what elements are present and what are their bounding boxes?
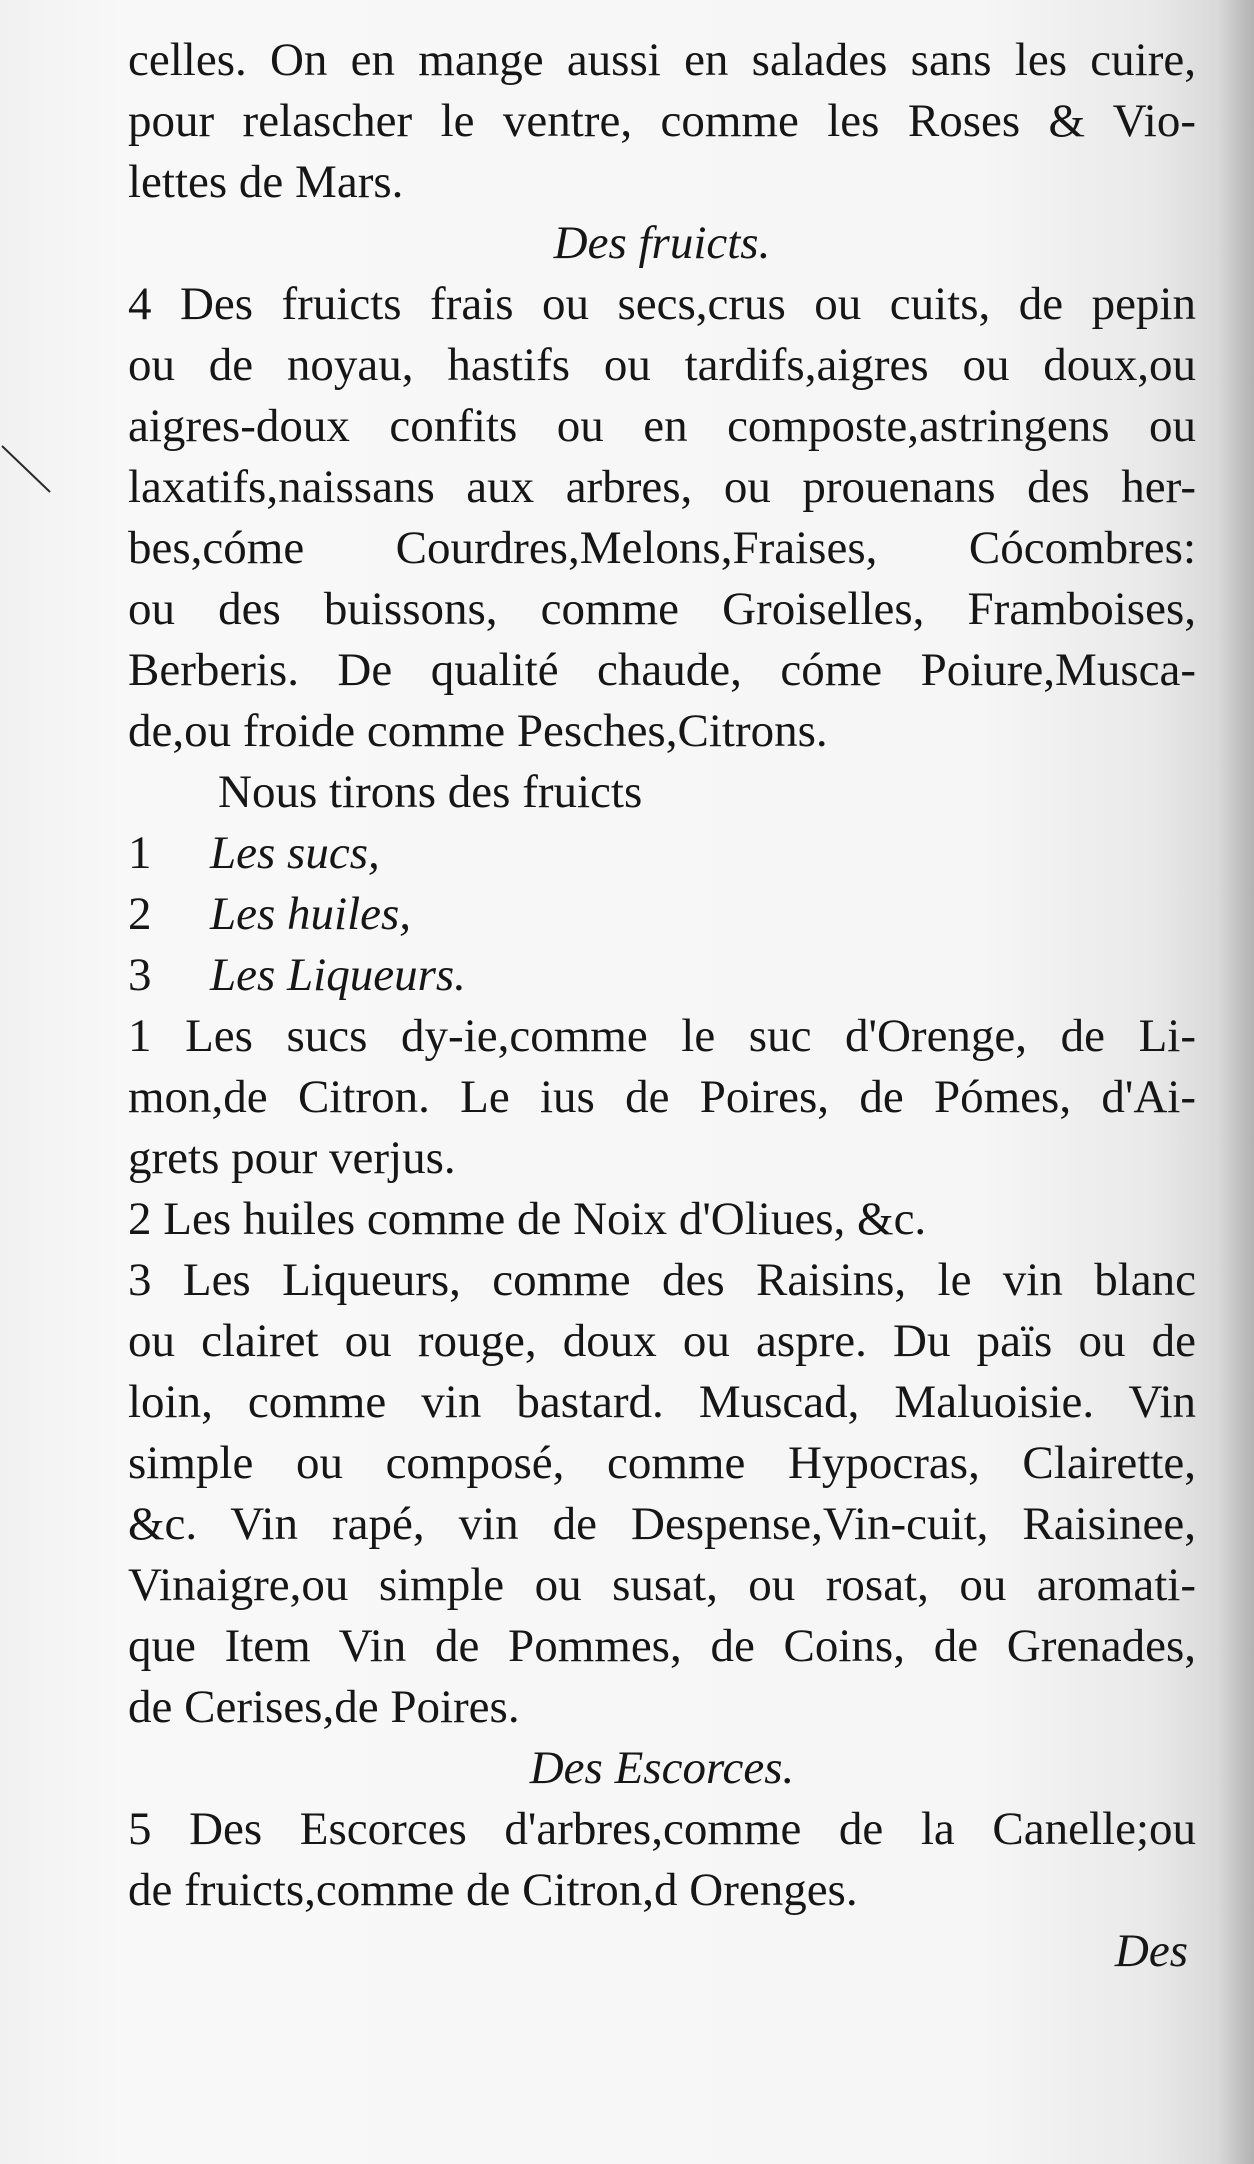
text-line: grets pour verjus.	[128, 1132, 456, 1184]
text-line: 2 Les huiles comme de Noix d'Oliues, &c.	[128, 1193, 927, 1245]
text-line: 1 Les sucs dy-ie,comme le suc d'Orenge, de Li-	[128, 1010, 1196, 1062]
page-gutter-shadow	[1218, 0, 1254, 2164]
list-item-number: 3	[128, 949, 152, 1001]
list-item-label: Les Liqueurs.	[210, 949, 466, 1001]
text-line: de Cerises,de Poires.	[128, 1681, 520, 1733]
margin-mark-line	[0, 440, 60, 500]
list-item-label: Les huiles,	[210, 888, 412, 940]
text-line: que Item Vin de Pommes, de Coins, de Grenades,	[128, 1620, 1196, 1672]
list-item	[128, 884, 1196, 945]
page-text	[128, 30, 1196, 1982]
section-heading-escorces: Des Escorces.	[529, 1742, 795, 1794]
text-line: celles. On en mange aussi en salades sans les cuire,	[128, 34, 1196, 86]
list-item-number: 2	[128, 888, 152, 940]
text-line: 4 Des fruicts frais ou secs,crus ou cuits, de pepin	[128, 278, 1196, 330]
text-line: ou clairet ou rouge, doux ou aspre. Du païs ou de	[128, 1315, 1196, 1367]
text-line: de,ou froide comme Pesches,Citrons.	[128, 705, 828, 757]
text-line: 5 Des Escorces d'arbres,comme de la Canelle;ou	[128, 1803, 1196, 1855]
text-line: aigres-doux confits ou en composte,astringens ou	[128, 400, 1196, 452]
text-line: ou des buissons, comme Groiselles, Framboises,	[128, 583, 1196, 635]
text-line: laxatifs,naissans aux arbres, ou prouenans des her-	[128, 461, 1196, 513]
text-line: &c. Vin rapé, vin de Despense,Vin-cuit, Raisinee,	[128, 1498, 1196, 1550]
section-heading-fruicts: Des fruicts.	[553, 217, 771, 269]
list-item	[128, 823, 1196, 884]
list-item	[128, 945, 1196, 1006]
list-item-number: 1	[128, 827, 152, 879]
text-line: ou de noyau, hastifs ou tardifs,aigres ou doux,ou	[128, 339, 1196, 391]
text-line: loin, comme vin bastard. Muscad, Maluoisie. Vin	[128, 1376, 1196, 1428]
text-line: pour relascher le ventre, comme les Roses & Vio-	[128, 95, 1196, 147]
text-line: bes,cóme Courdres,Melons,Fraises, Cócombres:	[128, 522, 1196, 574]
text-line: de fruicts,comme de Citron,d Orenges.	[128, 1864, 858, 1916]
list-intro: Nous tirons des fruicts	[218, 766, 643, 818]
text-line: Berberis. De qualité chaude, cóme Poiure,Musca-	[128, 644, 1196, 696]
text-line: lettes de Mars.	[128, 156, 404, 208]
text-line: simple ou composé, comme Hypocras, Clairette,	[128, 1437, 1196, 1489]
list-item-label: Les sucs,	[210, 827, 380, 879]
text-line: Vinaigre,ou simple ou susat, ou rosat, ou aromati-	[128, 1559, 1196, 1611]
text-line: mon,de Citron. Le ius de Poires, de Pómes, d'Ai-	[128, 1071, 1196, 1123]
text-line: 3 Les Liqueurs, comme des Raisins, le vin blanc	[128, 1254, 1196, 1306]
catchword: Des	[1114, 1925, 1188, 1977]
